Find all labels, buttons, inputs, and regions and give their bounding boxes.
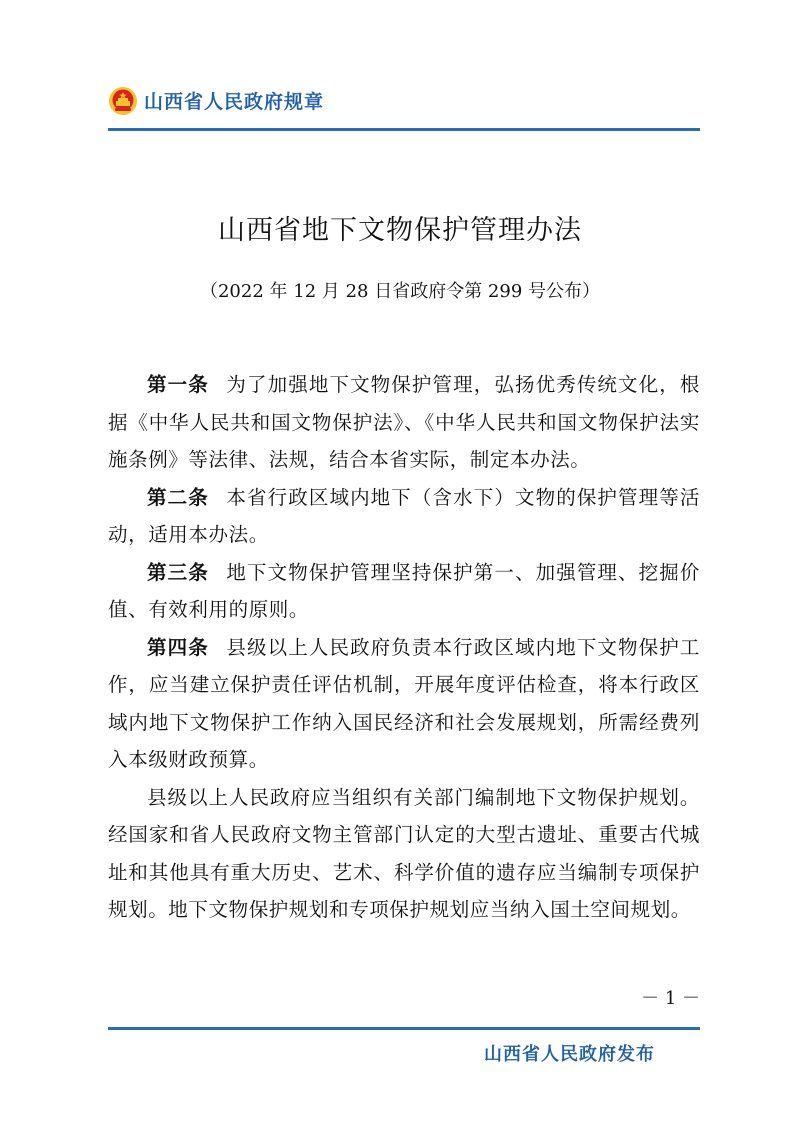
header-title: 山西省人民政府规章 (144, 91, 325, 113)
article-2 (108, 479, 700, 554)
article-1 (108, 366, 700, 479)
article-label: 第一条 (147, 373, 209, 396)
article-text: 地下文物保护管理坚持保护第一、加强管理、挖掘价值、有效利用的原则。 (108, 560, 700, 621)
article-text: 为了加强地下文物保护管理，弘扬优秀传统文化，根据《中华人民共和国文物保护法》、《中华人民共和国文物保护法实施条例》等法律、法规，结合本省实际，制定本办法。 (108, 373, 700, 471)
footer-publisher: 山西省人民政府发布 (484, 1044, 655, 1065)
article-label: 第三条 (147, 560, 209, 584)
header-divider (108, 128, 700, 131)
article-4 (108, 629, 700, 779)
national-emblem-icon (108, 86, 138, 116)
article-label: 第四条 (147, 635, 209, 659)
article-4-paragraph-2: 县级以上人民政府应当组织有关部门编制地下文物保护规划。经国家和省人民政府文物主管部门认定的大型古遗址、重要古代城址和其他具有重大历史、艺术、科学价值的遗存应当编制专项保护规划。地下文物保护规划和专项保护规划应当纳入国土空间规划。 (108, 785, 700, 921)
article-label: 第二条 (147, 485, 209, 509)
article-3 (108, 554, 700, 629)
page-number: － 1 － (641, 988, 700, 1009)
article-text: 县级以上人民政府负责本行政区域内地下文物保护工作，应当建立保护责任评估机制，开展年度评估检查，将本行政区域内地下文物保护工作纳入国民经济和社会发展规划，所需经费列入本级财政预算。 (108, 635, 700, 771)
page-header (108, 84, 700, 122)
footer-divider (108, 1027, 700, 1030)
document-subtitle: （2022 年 12 月 28 日省政府令第 299 号公布） (199, 281, 601, 302)
document-title: 山西省地下文物保护管理办法 (218, 215, 582, 246)
document-body (108, 366, 700, 929)
article-text: 本省行政区域内地下（含水下）文物的保护管理等活动，适用本办法。 (108, 485, 700, 546)
